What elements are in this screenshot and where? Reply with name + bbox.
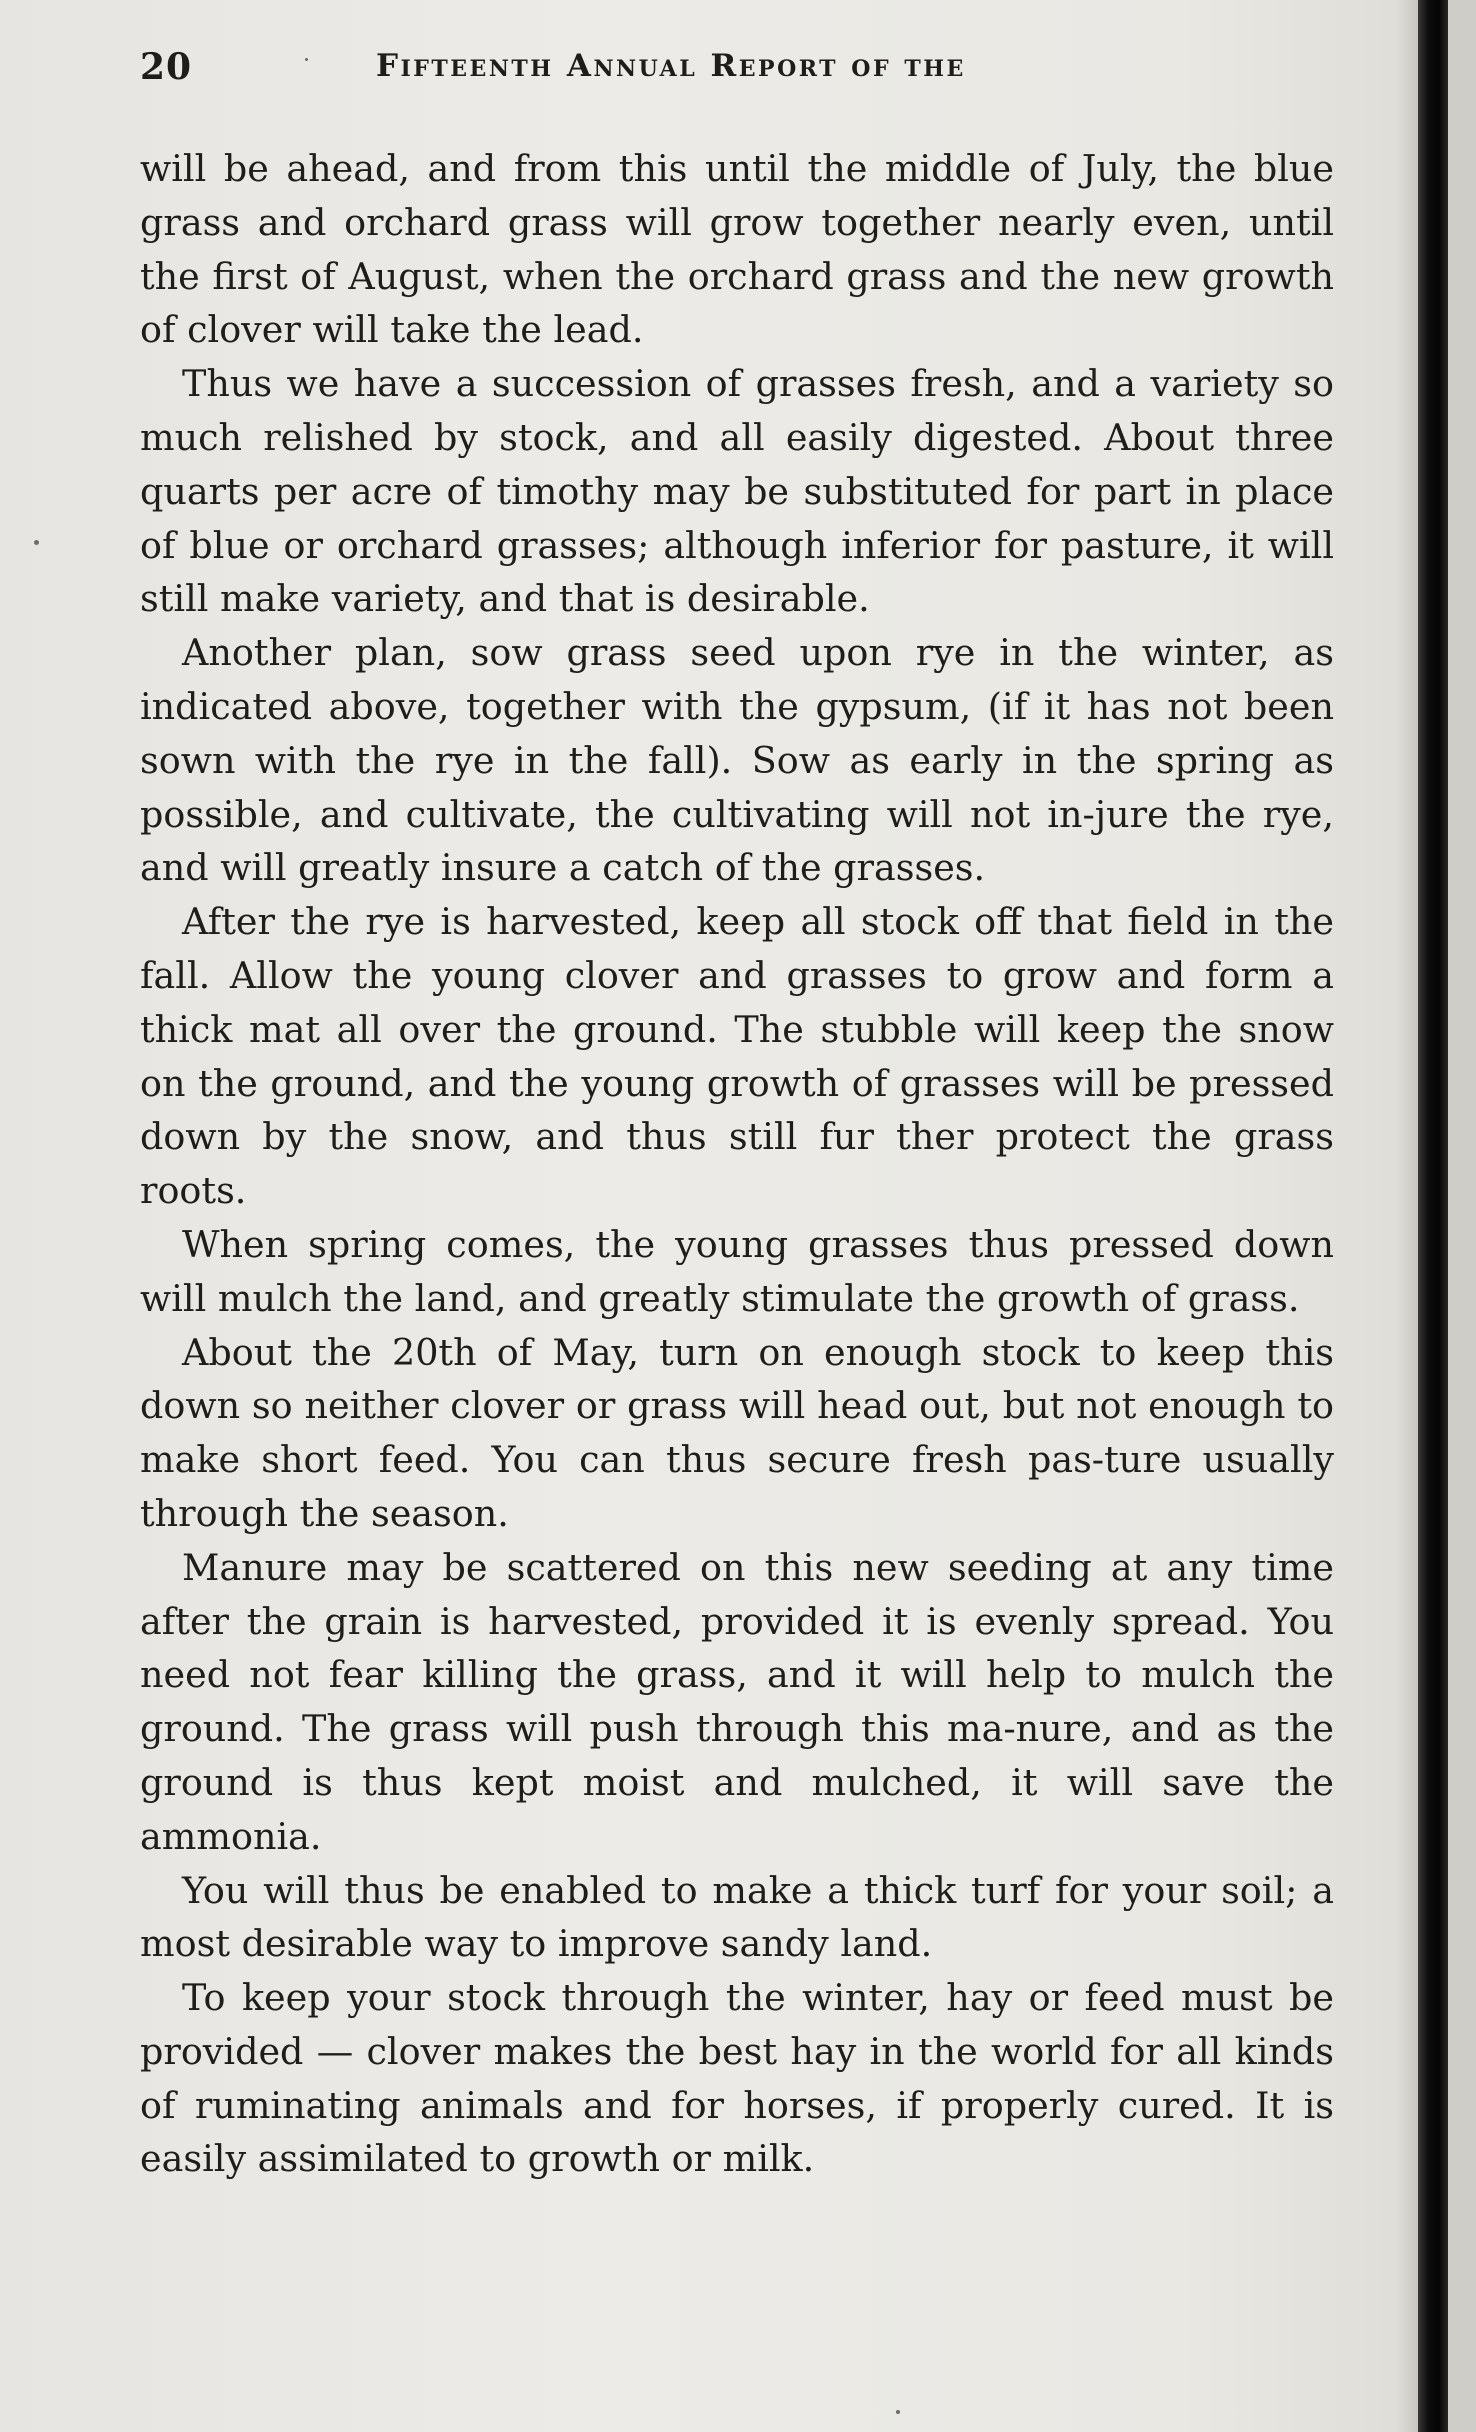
paragraph: You will thus be enabled to make a thick turf for your soil; a most desirable way to improve sandy land. <box>140 1868 1334 1966</box>
paragraph: When spring comes, the young grasses thus pressed down will mulch the land, and greatly stimulate the growth of grass. <box>140 1222 1334 1320</box>
page-edge <box>1448 0 1476 2432</box>
paragraph: About the 20th of May, turn on enough stock to keep this down so neither clover or grass will head out, but not enough to make short feed. You can thus secure fresh pas-ture usually through the season. <box>140 1330 1334 1535</box>
paragraph: Thus we have a succession of grasses fresh, and a variety so much relished by stock, and all easily digested. About three quarts per acre of timothy may be substituted for part in place of blue or orchard grasses; although inferior for pasture, it will still make variety, and that is desirable. <box>140 362 1334 621</box>
page-header <box>140 46 1340 96</box>
paper-speck <box>34 540 39 545</box>
paragraph: To keep your stock through the winter, hay or feed must be provided — clover makes the best hay in the world for all kinds of ruminating animals and for horses, if properly cured. It is easily assimilated to growth or milk. <box>140 1976 1334 2181</box>
page-number: 20 <box>140 46 193 88</box>
book-spine <box>1418 0 1448 2432</box>
paper-speck <box>896 2410 900 2414</box>
paragraph: will be ahead, and from this until the middle of July, the blue grass and orchard grass will grow together nearly even, until the first of August, when the orchard grass and the new growth of clover will take the lead. <box>140 147 1334 352</box>
paragraph: After the rye is harvested, keep all stock off that field in the fall. Allow the young clover and grasses to grow and form a thick mat all over the ground. The stubble will keep the snow on the ground, and the young growth of grasses will be pressed down by the snow, and thus still fur ther protect the grass roots. <box>140 900 1334 1213</box>
gutter-shadow <box>1396 0 1418 2432</box>
paragraph: Manure may be scattered on this new seeding at any time after the grain is harvested, provided it is evenly spread. You need not fear killing the grass, and it will help to mulch the ground. The grass will push through this ma-nure, and as the ground is thus kept moist and mulched, it will save the ammonia. <box>140 1545 1334 1858</box>
running-title: Fifteenth Annual Report of the <box>376 48 966 84</box>
paragraph: Another plan, sow grass seed upon rye in the winter, as indicated above, together with the gypsum, (if it has not been sown with the rye in the fall). Sow as early in the spring as possible, and cultivate, the cultivating will not in-jure the rye, and will greatly insure a catch of the grasses. <box>140 631 1334 890</box>
body-text <box>140 142 1334 2186</box>
